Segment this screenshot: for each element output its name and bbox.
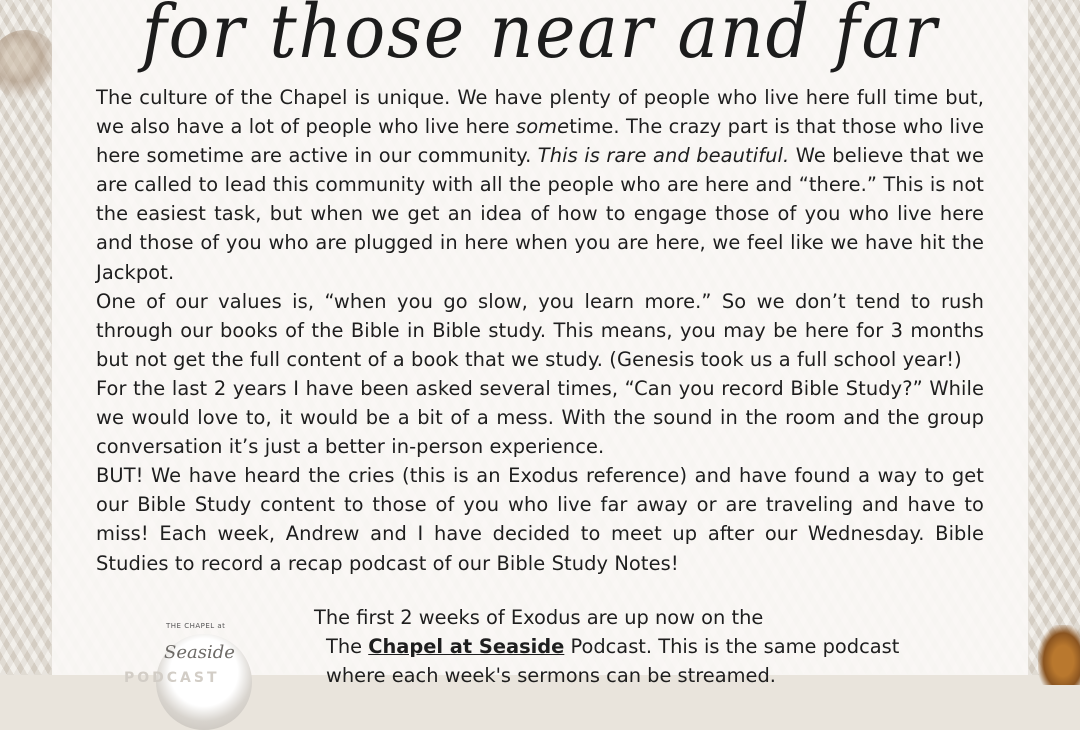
paragraph: One of our values is, “when you go slow, you learn more.” So we don’t tend to rush through our books of the Bible in Bible study. This means, you may be here for 3 months but not get the full content of a book that we study. (Genesis took us a full school year!) — [96, 289, 984, 371]
emphasis-text: This is rare and beautiful. — [537, 144, 790, 168]
podcast-text: The — [326, 635, 369, 659]
paragraph-text: time. The crazy part is that those who live here sometime are active in our community. — [96, 115, 984, 168]
podcast-line: where each week's sermons can be streamed. — [326, 664, 776, 688]
paragraph-text: We believe that we are called to lead this community with all the people who are here and “there.” This is not the easiest task, but when we get an idea of how to engage those of you who live here and those of you who are plugged in here when you are here, we feel like we have hit the Jackpot. — [96, 144, 984, 284]
paragraph — [96, 83, 984, 287]
podcast-link[interactable]: Chapel at Seaside — [368, 635, 565, 659]
paragraph-text: The culture of the Chapel is unique. We have plenty of people who live here full time but, we also have a lot of people who live here — [96, 86, 984, 139]
paragraph: For the last 2 years I have been asked several times, “Can you record Bible Study?” While we would love to, it would be a bit of a mess. With the sound in the room and the group conversation it’s just a better in-person experience. — [96, 376, 984, 459]
logo-band-text: PODCAST — [124, 670, 220, 686]
podcast-announcement — [314, 603, 984, 690]
podcast-line — [314, 632, 984, 661]
page-title: for those near and far — [141, 0, 939, 75]
emphasis-text: some — [516, 115, 570, 139]
podcast-text: Podcast. This is the same podcast — [564, 635, 900, 659]
podcast-line: The first 2 weeks of Exodus are up now on the — [314, 606, 764, 629]
article-body — [96, 83, 984, 578]
paragraph: BUT! We have heard the cries (this is an Exodus reference) and have found a way to get our Bible Study content to those of you who live far away or are traveling and have to miss! Each week, Andrew and I have decided to meet up after our Wednesday. Bible Studies to record a recap podcast of our Bible Study Notes! — [96, 464, 984, 575]
podcast-logo — [104, 612, 304, 692]
logo-script-text: Seaside — [164, 642, 235, 663]
dried-flower-decoration — [1038, 625, 1080, 685]
logo-small-text: THE CHAPEL at — [166, 622, 226, 630]
